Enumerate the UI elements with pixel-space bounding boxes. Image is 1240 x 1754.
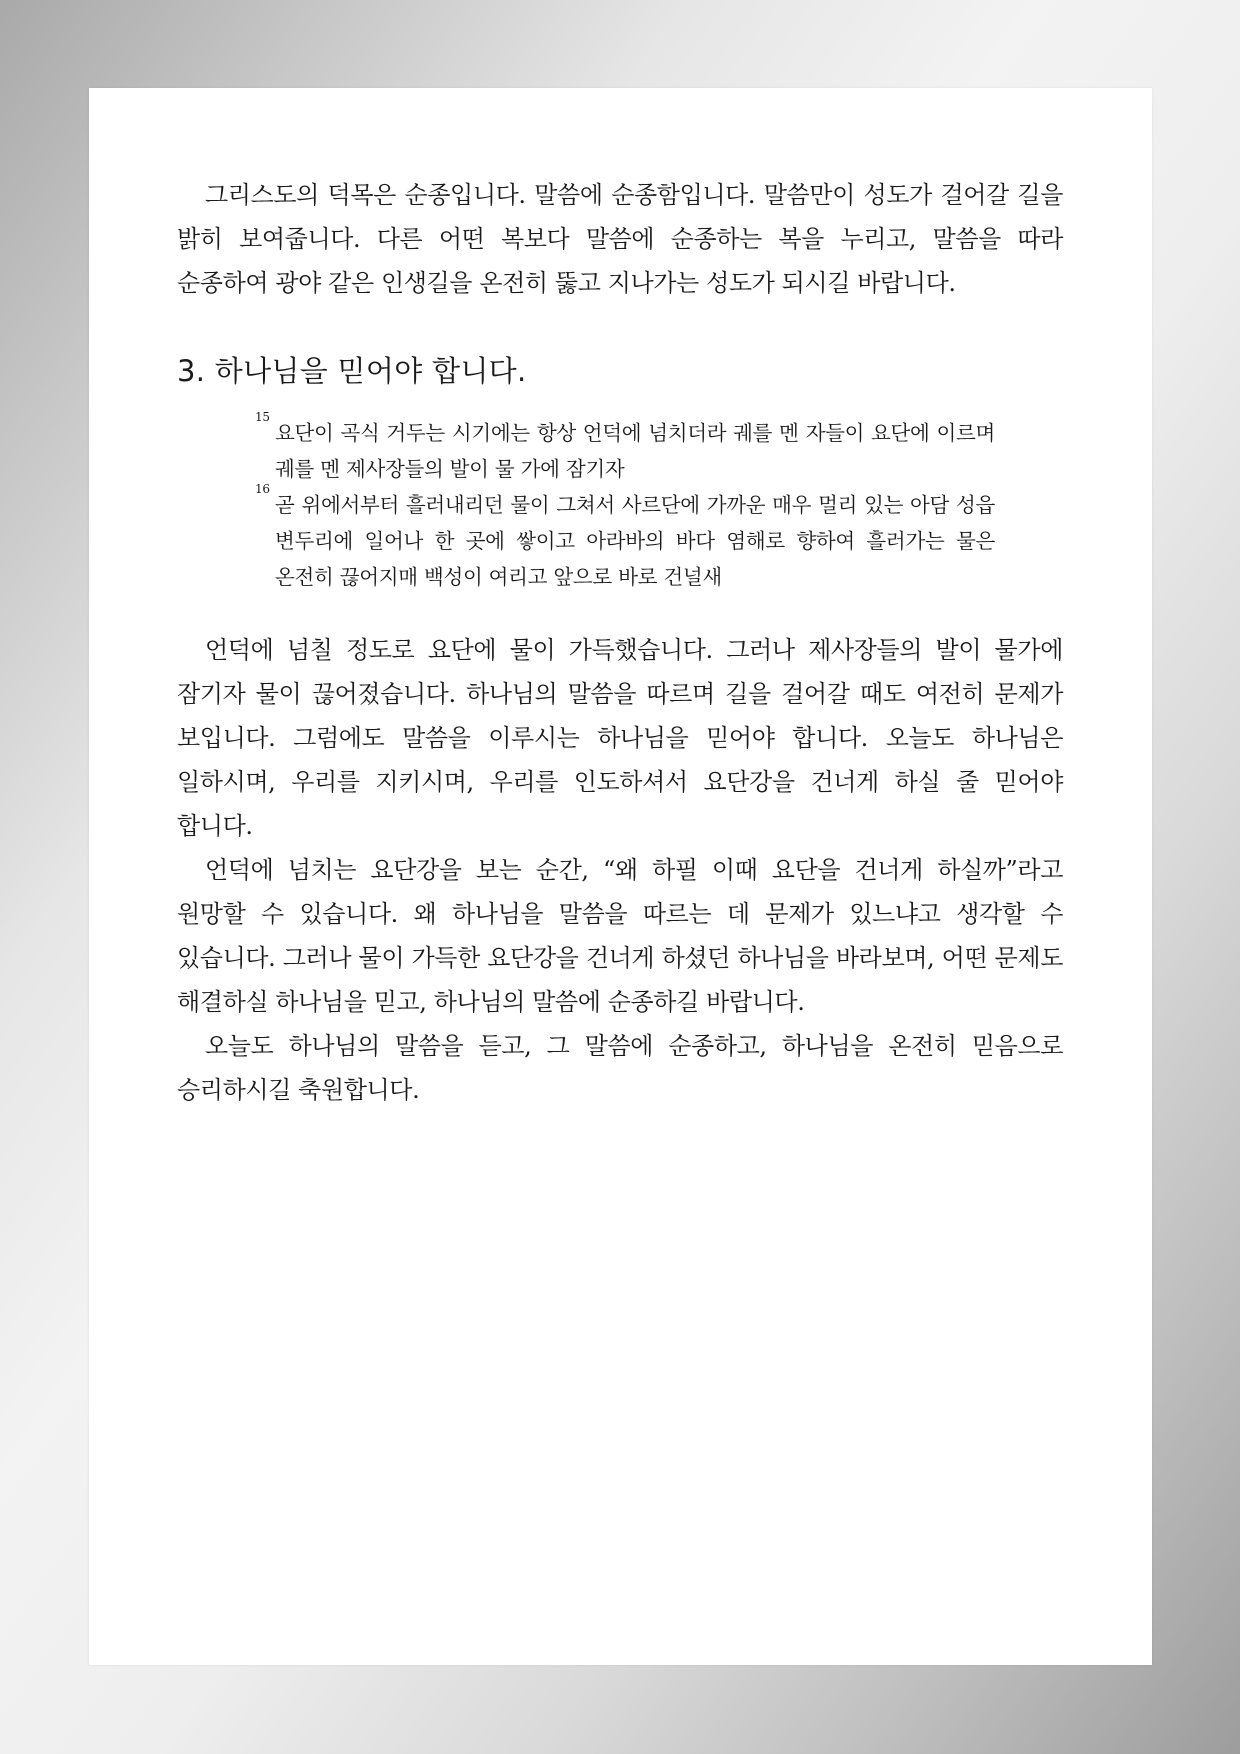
verse-number: 16 <box>255 482 270 496</box>
verse-text: 곧 위에서부터 흘러내리던 물이 그쳐서 사르단에 가까운 매우 멀리 있는 아담 성읍 변두리에 일어나 한 곳에 쌓이고 아라바의 바다 염해로 향하여 흘러가는 물은 온전히 끊어지매 백성이 여리고 앞으로 바로 건널새 <box>275 493 995 589</box>
document-page <box>89 88 1152 1665</box>
body-paragraph: 언덕에 넘칠 정도로 요단에 물이 가득했습니다. 그러나 제사장들의 발이 물가에 잠기자 물이 끊어졌습니다. 하나님의 말씀을 따르며 길을 걸어갈 때도 여전히 문제가 보입니다. 그럼에도 말씀을 이루시는 하나님을 믿어야 합니다. 오늘도 하나님은 일하시며, 우리를 지키시며, 우리를 인도하셔서 요단강을 건너게 하실 줄 믿어야 합니다. <box>177 636 1064 840</box>
verse-15 <box>255 410 995 487</box>
body-paragraph: 언덕에 넘치는 요단강을 보는 순간, “왜 하필 이때 요단을 건너게 하실까”라고 원망할 수 있습니다. 왜 하나님을 말씀을 따르는 데 문제가 있느냐고 생각할 수 있습니다. 그러나 물이 가득한 요단강을 건너게 하셨던 하나님을 바라보며, 어떤 문제도 해결하실 하나님을 믿고, 하나님의 말씀에 순종하길 바랍니다. <box>177 856 1063 1016</box>
verse-number: 15 <box>255 410 270 424</box>
body-paragraphs <box>177 628 1063 1112</box>
section-heading: 3. 하나님을 믿어야 합니다. <box>177 354 527 388</box>
page-content <box>177 173 1063 1112</box>
intro-paragraph: 그리스도의 덕목은 순종입니다. 말씀에 순종함입니다. 말씀만이 성도가 걸어갈 길을 밝히 보여줍니다. 다른 어떤 복보다 말씀에 순종하는 복을 누리고, 말씀을 따라 순종하여 광야 같은 인생길을 온전히 뚫고 지나가는 성도가 되시길 바랍니다. <box>177 181 1063 297</box>
verse-16 <box>255 482 995 595</box>
scripture-quote <box>177 410 995 595</box>
body-paragraph: 오늘도 하나님의 말씀을 듣고, 그 말씀에 순종하고, 하나님을 온전히 믿음으로 승리하시길 축원합니다. <box>177 1032 1063 1104</box>
verse-text: 요단이 곡식 거두는 시기에는 항상 언덕에 넘치더라 궤를 멘 자들이 요단에 이르며 궤를 멘 제사장들의 발이 물 가에 잠기자 <box>275 421 995 481</box>
